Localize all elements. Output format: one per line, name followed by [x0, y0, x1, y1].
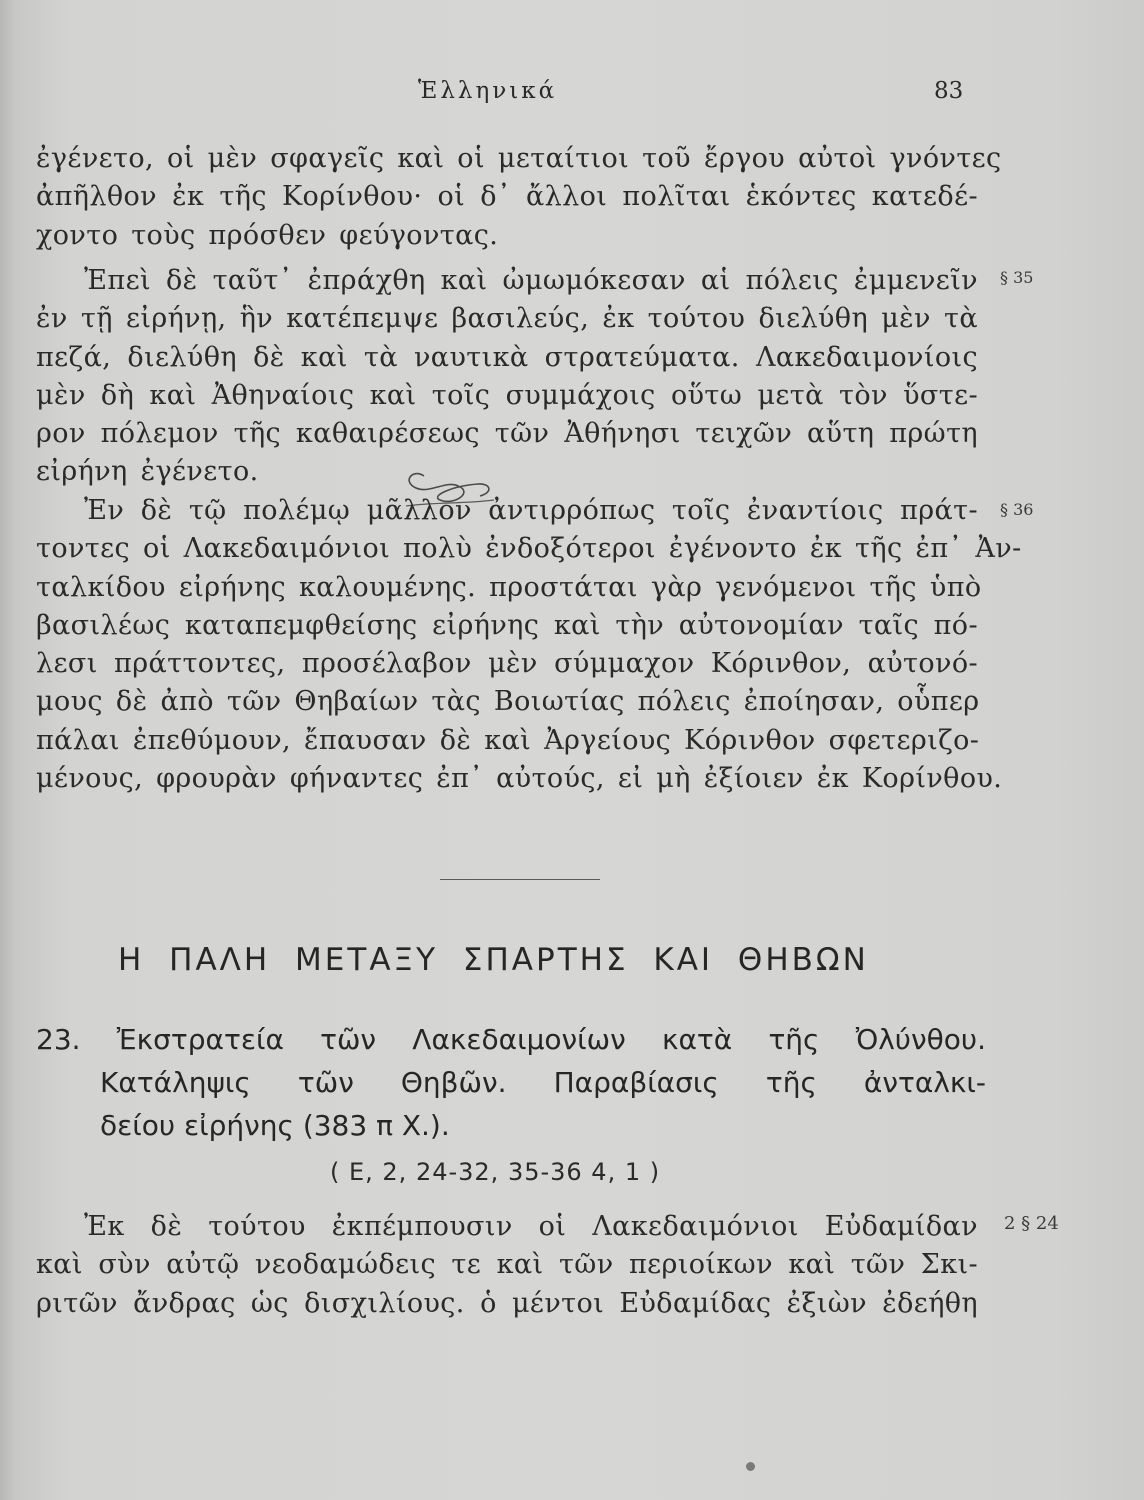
text-line: ταλκίδου εἰρήνης καλουμένης. προστάται γὰρ γενόμενοι τῆς ὑπὸ: [36, 571, 982, 603]
section-title: Η ΠΑΛΗ ΜΕΤΑΞΥ ΣΠΑΡΤΗΣ ΚΑΙ ΘΗΒΩΝ: [118, 942, 869, 978]
text-line: ἐγένετο, οἱ μὲν σφαγεῖς καὶ οἱ μεταίτιοι τοῦ ἔργου αὐτοὶ γνόντες: [36, 143, 1002, 174]
paragraph-1: [36, 140, 1002, 255]
text-line: χοντο τοὺς πρόσθεν φεύγοντας.: [36, 219, 499, 251]
text-line: μένους, φρουρὰν φήναντες ἐπ᾽ αὐτούς, εἰ μὴ ἐξίοιεν ἐκ Κορίνθου.: [36, 763, 1003, 795]
text-line: ἐν τῇ εἰρήνῃ, ἣν κατέπεμψε βασιλεύς, ἐκ τούτου διελύθη μὲν τὰ: [36, 303, 978, 335]
text-line: ριτῶν ἄνδρας ὡς δισχιλίους. ὁ μέντοι Εὐδαμίδας ἐξιὼν ἐδεήθη: [36, 1287, 978, 1319]
chapter-heading: [36, 1018, 986, 1147]
section-divider: [440, 879, 600, 880]
text-line: πεζά, διελύθη δὲ καὶ τὰ ναυτικὰ στρατεύματα. Λακεδαιμονίοις: [36, 341, 978, 373]
paragraph-4: [36, 1208, 978, 1323]
text-line: βασιλέως καταπεμφθείσης εἰρήνης καὶ τὴν αὐτονομίαν ταῖς πό-: [36, 609, 978, 641]
source-reference: ( Ε, 2, 24-32, 35-36 4, 1 ): [330, 1158, 661, 1186]
page-gutter-shadow: [0, 0, 14, 1500]
text-line: τοντες οἱ Λακεδαιμόνιοι πολὺ ἐνδοξότεροι ἐγένοντο ἐκ τῆς ἐπ᾽ Ἀν-: [36, 533, 1022, 565]
page-number: 83: [934, 78, 964, 104]
page-header: [0, 78, 1144, 114]
margin-section-ref: 2 § 24: [1004, 1213, 1059, 1234]
text-line: Ἐκ δὲ τούτου ἐκπέμπουσιν οἱ Λακεδαιμόνιοι Εὐδαμίδαν: [84, 1211, 978, 1242]
paper-speck: [746, 1462, 755, 1471]
chapter-heading-line: 23. Ἐκστρατεία τῶν Λακεδαιμονίων κατὰ τῆς Ὀλύνθου.: [36, 1023, 986, 1056]
margin-section-ref: § 36: [1000, 500, 1034, 519]
text-line: ἀπῆλθον ἐκ τῆς Κορίνθου· οἱ δ᾽ ἄλλοι πολῖται ἑκόντες κατεδέ-: [36, 181, 978, 213]
paragraph-2: [36, 262, 978, 492]
running-title: Ἑλληνικά: [418, 78, 558, 104]
text-line: καὶ σὺν αὐτῷ νεοδαμώδεις τε καὶ τῶν περιοίκων καὶ τῶν Σκι-: [36, 1249, 978, 1281]
text-line: λεσι πράττοντες, προσέλαβον μὲν σύμμαχον Κόρινθον, αὐτονό-: [36, 648, 978, 680]
text-line: μους δὲ ἀπὸ τῶν Θηβαίων τὰς Βοιωτίας πόλεις ἐποίησαν, οὗπερ: [36, 686, 980, 718]
text-line: εἰρήνη ἐγένετο.: [36, 456, 259, 488]
text-line: πάλαι ἐπεθύμουν, ἔπαυσαν δὲ καὶ Ἀργείους Κόρινθον σφετεριζο-: [36, 724, 980, 756]
text-line: μὲν δὴ καὶ Ἀθηναίοις καὶ τοῖς συμμάχοις οὕτω μετὰ τὸν ὕστε-: [36, 379, 978, 411]
text-line: Ἐπεὶ δὲ ταῦτ᾽ ἐπράχθη καὶ ὠμωμόκεσαν αἱ πόλεις ἐμμενεῖν: [84, 265, 978, 296]
text-line: ρον πόλεμον τῆς καθαιρέσεως τῶν Ἀθήνησι τειχῶν αὕτη πρώτη: [36, 418, 978, 450]
text-line: Ἐν δὲ τῷ πολέμῳ μᾶλλον ἀντιρρόπως τοῖς ἐναντίοις πράτ-: [84, 495, 978, 526]
margin-section-ref: § 35: [1000, 268, 1034, 287]
chapter-heading-line: δείου εἰρήνης (383 π Χ.).: [100, 1109, 450, 1142]
chapter-heading-line: Κατάληψις τῶν Θηβῶν. Παραβίασις τῆς ἀνταλκι-: [100, 1066, 986, 1099]
